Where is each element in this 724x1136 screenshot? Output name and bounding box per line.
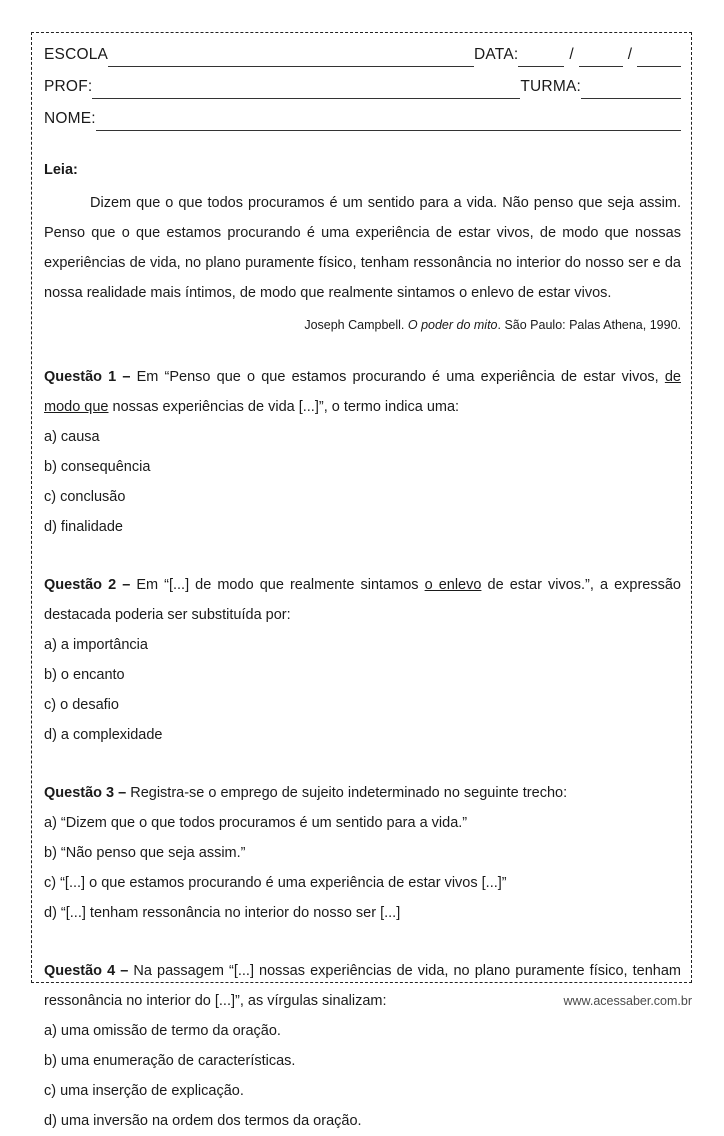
question-3-alternative-d[interactable]: d) “[...] tenham ressonância no interior do nosso ser [...]	[44, 905, 401, 921]
data-day-line[interactable]	[518, 50, 564, 67]
question-4-alternative-a[interactable]: a) uma omissão de termo da oração.	[44, 1023, 281, 1039]
question-1-alternative-c[interactable]: c) conclusão	[44, 489, 126, 505]
question-1-alternative-b[interactable]: b) consequência	[44, 459, 151, 475]
footer-site-url[interactable]: www.acessaber.com.br	[563, 994, 692, 1008]
question-4-alternative-d[interactable]: d) uma inversão na ordem dos termos da oração.	[44, 1113, 362, 1129]
source-author: Joseph Campbell.	[304, 318, 405, 332]
question-stem-1-part2: nossas experiências de vida [...]”, o termo indica uma:	[108, 399, 460, 415]
nome-write-line[interactable]	[96, 114, 681, 131]
question-number-1: Questão 1 –	[44, 369, 131, 385]
nome-label: NOME:	[44, 110, 96, 127]
question-2-alternative-c[interactable]: c) o desafio	[44, 697, 119, 713]
reading-source	[44, 316, 681, 334]
question-stem-2-part1: Em “[...] de modo que realmente sintamos	[130, 577, 425, 593]
question-stem-2-part2: de estar vivos.”, a expressão destacada poderia ser substituída por:	[44, 577, 681, 623]
question-number-2: Questão 2 –	[44, 577, 131, 593]
data-year-line[interactable]	[637, 50, 681, 67]
question-stem-4-part1: Na passagem “[...] nossas experiências de vida, no plano puramente físico, tenham ressonância no interior do [...]”, as vírgulas sinalizam:	[44, 963, 681, 1009]
question-stem-2-underlined: o enlevo	[424, 577, 482, 593]
turma-write-line[interactable]	[581, 82, 681, 99]
data-slash-2: /	[627, 46, 632, 63]
source-work-title: O poder do mito	[407, 318, 498, 332]
question-3-alternative-b[interactable]: b) “Não penso que seja assim.”	[44, 845, 246, 861]
question-1-alternative-a[interactable]: a) causa	[44, 429, 100, 445]
question-3-alternative-a[interactable]: a) “Dizem que o que todos procuramos é um sentido para a vida.”	[44, 815, 468, 831]
data-month-line[interactable]	[579, 50, 623, 67]
data-label: DATA:	[474, 46, 519, 63]
question-number-4: Questão 4 –	[44, 963, 129, 979]
question-2-alternative-d[interactable]: d) a complexidade	[44, 727, 163, 743]
prof-label: PROF:	[44, 78, 93, 95]
worksheet-content	[44, 40, 681, 1136]
turma-label: TURMA:	[520, 78, 581, 95]
header-row-escola-data	[44, 40, 681, 70]
question-stem-3-part1: Registra-se o emprego de sujeito indeterminado no seguinte trecho:	[126, 785, 568, 801]
data-slash-1: /	[569, 46, 574, 63]
reading-passage: Dizem que o que todos procuramos é um sentido para a vida. Não penso que seja assim. Penso que o que estamos procurando é uma experiência de estar vivos, de modo que nossas experiências de vida, no plano puramente físico, tenham ressonância no interior do nosso ser e da nossa realidade mais íntimos, de modo que realmente sintamos o enlevo de estar vivos.	[44, 195, 681, 301]
header-row-prof-turma	[44, 72, 681, 102]
question-2-alternative-b[interactable]: b) o encanto	[44, 667, 125, 683]
question-number-3: Questão 3 –	[44, 785, 127, 801]
question-4-alternative-b[interactable]: b) uma enumeração de características.	[44, 1053, 296, 1069]
escola-label: ESCOLA	[44, 46, 109, 63]
question-stem-1-underlined: de modo que	[44, 369, 681, 415]
question-block-2	[44, 570, 681, 750]
question-stem-2	[44, 570, 681, 630]
question-block-3	[44, 778, 681, 928]
prof-write-line[interactable]	[92, 82, 520, 99]
source-publisher: . São Paulo: Palas Athena, 1990.	[497, 318, 681, 332]
question-4-alternative-c[interactable]: c) uma inserção de explicação.	[44, 1083, 244, 1099]
question-block-4	[44, 956, 681, 1136]
escola-write-line[interactable]	[108, 50, 474, 67]
leia-heading: Leia:	[44, 162, 78, 178]
question-3-alternative-c[interactable]: c) “[...] o que estamos procurando é uma experiência de estar vivos [...]”	[44, 875, 507, 891]
header-row-nome	[44, 104, 681, 134]
question-2-alternative-a[interactable]: a) a importância	[44, 637, 148, 653]
question-block-1	[44, 362, 681, 542]
question-stem-1-part1: Em “Penso que o que estamos procurando é uma experiência de estar vivos,	[130, 369, 665, 385]
question-stem-1	[44, 362, 681, 422]
question-stem-3	[44, 778, 681, 808]
question-1-alternative-d[interactable]: d) finalidade	[44, 519, 123, 535]
